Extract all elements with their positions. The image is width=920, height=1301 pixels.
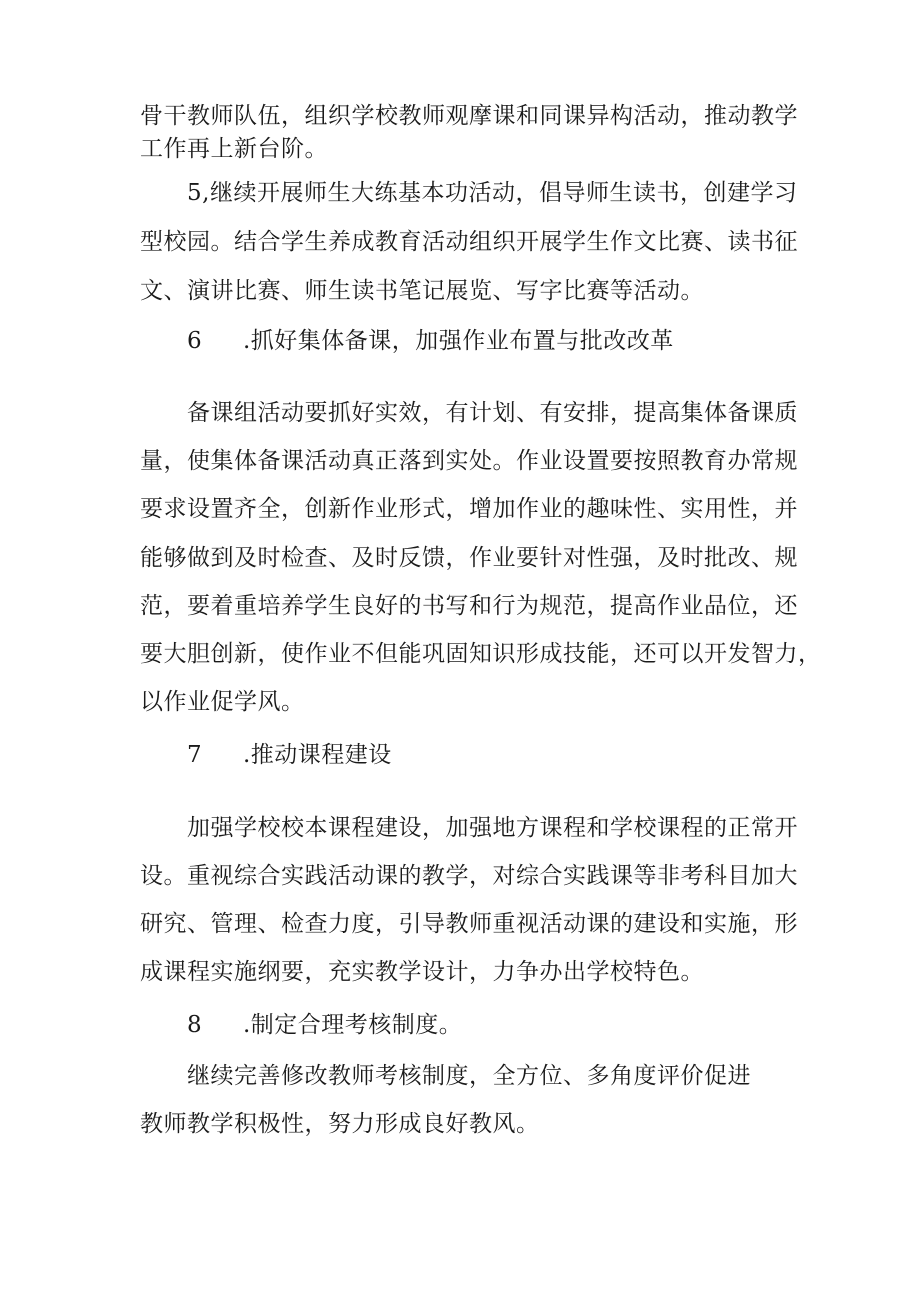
- paragraph-line: 研究、管理、检查力度，引导教师重视活动课的建设和实施，形: [140, 911, 798, 937]
- paragraph-line: 成课程实施纲要，充实教学设计，力争办出学校特色。: [140, 959, 704, 985]
- paragraph-line: 继续完善修改教师考核制度，全方位、多角度评价促进: [187, 1063, 751, 1089]
- paragraph-line: 5,继续开展师生大练基本功活动，倡导师生读书，创建学习: [187, 180, 798, 206]
- paragraph-line: 能够做到及时检查、及时反馈，作业要针对性强，及时批改、规: [140, 545, 798, 571]
- section-number: 8: [187, 1012, 203, 1038]
- paragraph-line: 备课组活动要抓好实效，有计划、有安排，提高集体备课质: [187, 400, 798, 426]
- paragraph-line: 以作业促学风。: [140, 689, 305, 715]
- section-heading-7: [187, 740, 392, 770]
- paragraph-line: 教师教学积极性，努力形成良好教风。: [140, 1111, 540, 1137]
- paragraph-line: 范，要着重培养学生良好的书写和行为规范，提高作业品位，还: [140, 593, 798, 619]
- section-number: 7: [187, 742, 203, 768]
- paragraph-line: 加强学校校本课程建设，加强地方课程和学校课程的正常开: [187, 815, 798, 841]
- paragraph-line: 文、演讲比赛、师生读书笔记展览、写字比赛等活动。: [140, 278, 704, 304]
- section-title: .抓好集体备课，加强作业布置与批改改革: [243, 328, 674, 354]
- paragraph-line: 工作再上新台阶。: [140, 136, 328, 162]
- section-heading-8: [187, 1010, 462, 1040]
- paragraph-line: 量，使集体备课活动真正落到实处。作业设置要按照教育办常规: [140, 448, 798, 474]
- paragraph-line: 设。重视综合实践活动课的教学，对综合实践课等非考科目加大: [140, 863, 798, 889]
- paragraph-line: 要大胆创新，使作业不但能巩固知识形成技能，还可以开发智力，: [140, 641, 822, 667]
- section-title: .制定合理考核制度。: [243, 1012, 463, 1038]
- paragraph-line: 型校园。结合学生养成教育活动组织开展学生作文比赛、读书征: [140, 229, 798, 255]
- paragraph-line: 要求设置齐全，创新作业形式，增加作业的趣味性、实用性，并: [140, 496, 798, 522]
- section-heading-6: [187, 326, 674, 356]
- section-number: 6: [187, 328, 203, 354]
- section-title: .推动课程建设: [243, 742, 392, 768]
- paragraph-line: 骨干教师队伍，组织学校教师观摩课和同课异构活动，推动教学: [140, 103, 798, 129]
